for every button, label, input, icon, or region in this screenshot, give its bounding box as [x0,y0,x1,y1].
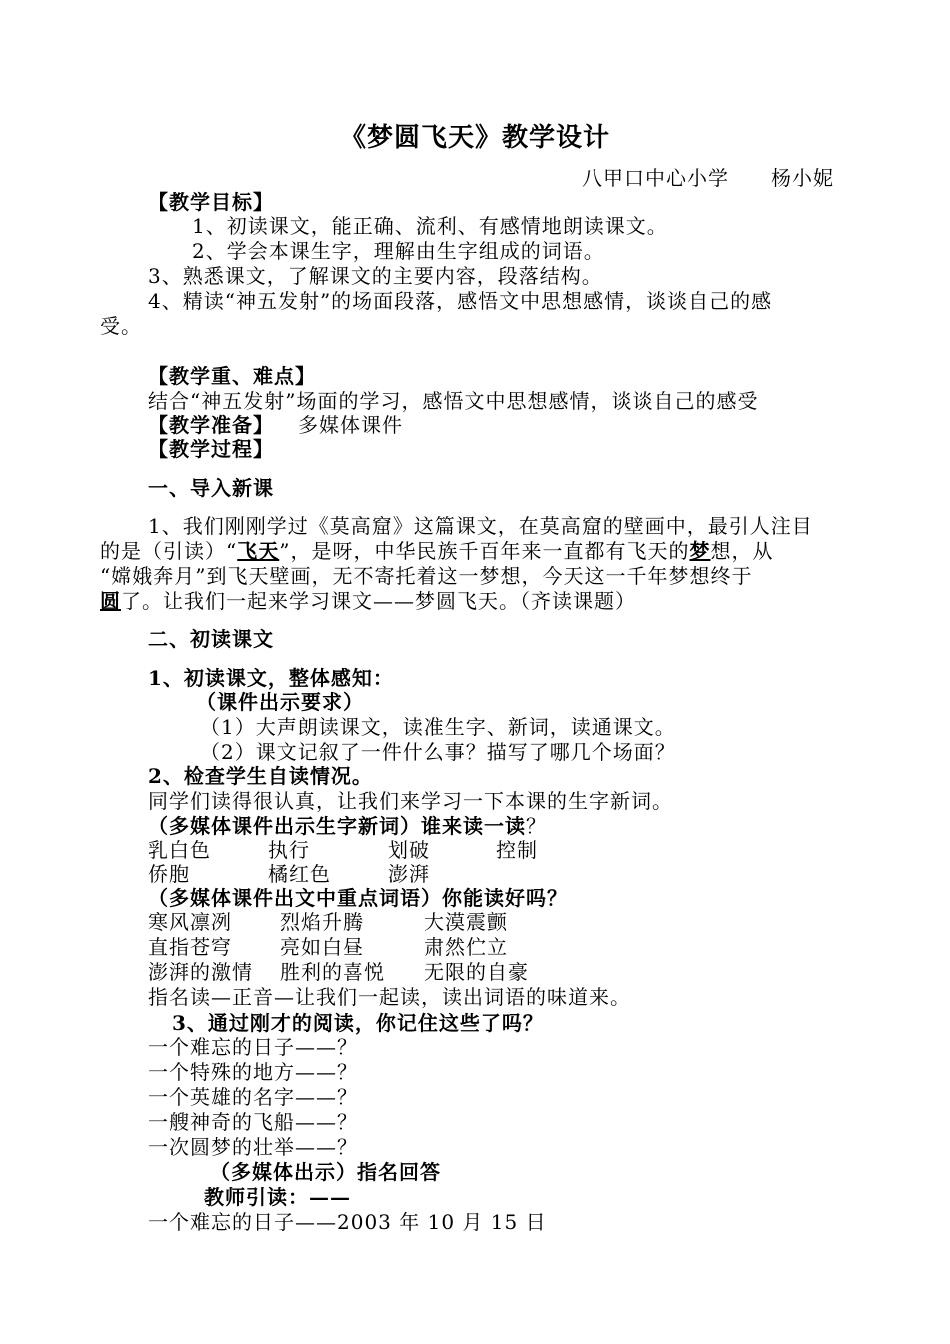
goal-item: 受。 [100,314,142,338]
prep-heading: 【教学准备】 [148,413,274,437]
text-span: ？ [526,814,547,838]
document-title: 《梦圆飞天》教学设计 [339,123,610,153]
goal-item: 3、熟悉课文，了解课文的主要内容，段落结构。 [148,264,603,288]
answer-line: 一个难忘的日子——2003 年 10 月 15 日 [148,1210,547,1234]
section1-line: 1、我们刚刚学过《莫高窟》这篇课文，在莫高窟的壁画中，最引人注目 [148,514,813,538]
word: 橘红色 [268,862,331,886]
underlined-term: 飞天 [237,539,280,563]
text-span: 了。让我们一起来学习课文——梦圆飞天。（齐读课题） [121,589,636,613]
goals-heading: 【教学目标】 [148,190,274,214]
phrase: 烈焰升腾 [280,910,364,934]
phrase: 胜利的喜悦 [280,960,385,984]
text-span: 的是（引读）“ [100,539,238,563]
sub-heading: 2、检查学生自读情况。 [148,764,373,788]
prep-line [148,413,403,437]
author-line: 八甲口中心小学 杨小妮 [582,166,834,190]
section1-heading: 一、导入新课 [148,476,274,500]
section1-line [100,539,773,563]
phrase-row [148,960,529,984]
text-span: ”，是呀，中华民族千百年来一直都有飞天的 [279,539,690,563]
teacher-line: 教师引读：—— [204,1185,351,1209]
question-item: 一个英雄的名字——？ [148,1085,358,1109]
media-line: （多媒体课件出文中重点词语）你能读好吗？ [148,886,568,910]
question-item: 一艘神奇的飞船——？ [148,1110,358,1134]
body-text: 同学们读得很认真，让我们来学习一下本课的生字新词。 [148,789,673,813]
phrase: 无限的自豪 [424,960,529,984]
phrase: 大漠震颤 [424,910,508,934]
goal-item: 1、初读课文，能正确、流利、有感情地朗读课文。 [192,214,668,238]
sub-heading: 1、初读课文，整体感知： [148,666,394,690]
underlined-term: 圆 [100,589,121,613]
phrase: 寒风凛冽 [148,910,232,934]
word: 乳白色 [148,838,211,862]
section1-line [100,589,636,613]
media-line [148,814,547,838]
media-note: （课件出示要求） [196,690,364,714]
sub-heading: 3、通过刚才的阅读，你记住这些了吗？ [172,1011,544,1035]
section1-line: “嫦娥奔月”到飞天壁画，无不寄托着这一梦想，今天这一千年梦想终于 [100,564,753,588]
word: 划破 [388,838,430,862]
media-line: （多媒体出示）指名回答 [210,1160,441,1184]
process-heading: 【教学过程】 [148,437,274,461]
phrase: 直指苍穹 [148,935,232,959]
word: 控制 [496,838,538,862]
phrase-row [148,910,508,934]
text-span: 想，从 [710,539,774,563]
requirement: （1）大声朗读课文，读准生字、新词，读通课文。 [200,715,676,739]
key-points-text: 结合“神五发射”场面的学习，感悟文中思想感情，谈谈自己的感受 [148,389,759,413]
word-row [148,838,538,862]
phrase-row [148,935,508,959]
word-row [148,862,430,886]
prep-text: 多媒体课件 [298,413,403,437]
section2-heading: 二、初读课文 [148,627,274,651]
word: 澎湃 [388,862,430,886]
goal-item: 2、学会本课生字，理解由生字组成的词语。 [192,239,605,263]
question-item: 一个特殊的地方——？ [148,1060,358,1084]
key-points-heading: 【教学重、难点】 [148,364,316,388]
word: 执行 [268,838,310,862]
question-item: 一个难忘的日子——？ [148,1035,358,1059]
text-span: （多媒体课件出示生字新词）谁来读一读 [148,814,526,838]
phrase: 亮如白昼 [280,935,364,959]
goal-item: 4、精读“神五发射”的场面段落，感悟文中思想感情，谈谈自己的感 [148,289,773,313]
body-text: 指名读—正音—让我们一起读，读出词语的味道来。 [148,985,631,1009]
underlined-term: 梦 [689,539,711,563]
word: 侨胞 [148,862,190,886]
phrase: 肃然伫立 [424,935,508,959]
question-item: 一次圆梦的壮举——？ [148,1135,358,1159]
requirement: （2）课文记叙了一件什么事？描写了哪几个场面？ [200,740,676,764]
phrase: 澎湃的激情 [148,960,253,984]
